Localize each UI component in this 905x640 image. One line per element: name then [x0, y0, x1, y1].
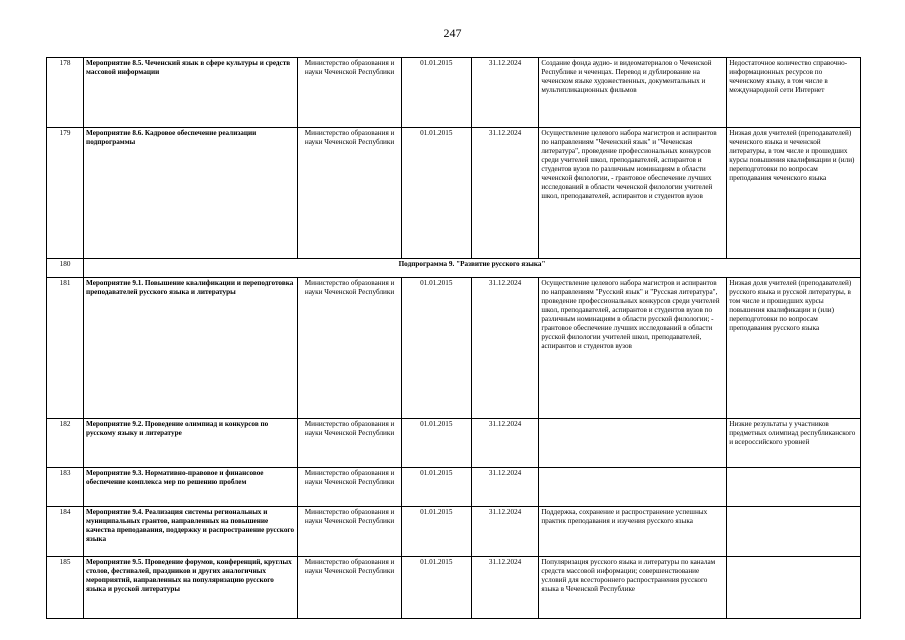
- measure-name: Мероприятие 8.5. Чеченский язык в сфере культуры и средств массовой информации: [84, 58, 298, 128]
- end-date: 31.12.2024: [471, 58, 539, 128]
- table-row-subprogram: [47, 259, 861, 278]
- problem-description: [727, 507, 861, 557]
- row-number: 179: [47, 128, 84, 259]
- problem-description: Низкая доля учителей (преподавателей) русского языка и русской литературы, в том числе и прошедших курсы повышения квалификации и (или) переподготовки по вопросам преподавания русского языка: [727, 278, 861, 419]
- row-number: 178: [47, 58, 84, 128]
- measure-name: Мероприятие 9.5. Проведение форумов, конференций, круглых столов, фестивалей, праздников и других аналогичных мероприятий, направленных на популяризацию русского языка и русской литературы: [84, 557, 298, 619]
- problem-description: Низкая доля учителей (преподавателей) чеченского языка и чеченской литературы, в том числе и прошедших курсы повышения квалификации и (или) переподготовки по вопросам преподавания чеченского языка: [727, 128, 861, 259]
- measure-name: Мероприятие 9.2. Проведение олимпиад и конкурсов по русскому языку и литературе: [84, 419, 298, 468]
- measure-name: Мероприятие 8.6. Кадровое обеспечение реализации подпрограммы: [84, 128, 298, 259]
- row-number: 184: [47, 507, 84, 557]
- row-number: 185: [47, 557, 84, 619]
- measure-name: Мероприятие 9.1. Повышение квалификации и переподготовка преподавателей русского языка и литературы: [84, 278, 298, 419]
- table-row: [47, 557, 861, 619]
- start-date: 01.01.2015: [401, 128, 471, 259]
- end-date: 31.12.2024: [471, 507, 539, 557]
- responsible-org: Министерство образования и науки Чеченской Республики: [298, 557, 401, 619]
- start-date: 01.01.2015: [401, 419, 471, 468]
- expected-result: Осуществление целевого набора магистров и аспирантов по направлениям "Чеченский язык" и "Чеченская литература", проведение профессиональных конкурсов среди учителей школ, преподавателей, аспирантов и студентов вузов по различным номинациям в области чеченской филологии, - грантовое обеспечение лучших исследований в области чеченской филологии учителей школ, преподавателей, аспирантов и студентов вузов: [539, 128, 727, 259]
- problem-description: Низкие результаты у участников предметных олимпиад республиканского и всероссийского уровней: [727, 419, 861, 468]
- table-row: [47, 507, 861, 557]
- start-date: 01.01.2015: [401, 58, 471, 128]
- end-date: 31.12.2024: [471, 278, 539, 419]
- expected-result: Популяризация русского языка и литературы по каналам средств массовой информации; совершенствование условий для всестороннего распространения русского языка в Чеченской Республике: [539, 557, 727, 619]
- responsible-org: Министерство образования и науки Чеченской Республики: [298, 58, 401, 128]
- subprogram-title: Подпрограмма 9. "Развитие русского языка": [84, 259, 861, 278]
- table-row: [47, 419, 861, 468]
- row-number: 183: [47, 468, 84, 507]
- measures-table: [46, 57, 861, 619]
- table-row: [47, 278, 861, 419]
- end-date: 31.12.2024: [471, 128, 539, 259]
- problem-description: [727, 557, 861, 619]
- row-number: 180: [47, 259, 84, 278]
- responsible-org: Министерство образования и науки Чеченской Республики: [298, 419, 401, 468]
- expected-result: Создание фонда аудио- и видеоматериалов о Чеченской Республике и чеченцах. Перевод и дублирование на чеченском языке художественных, документальных и мультипликационных фильмов: [539, 58, 727, 128]
- end-date: 31.12.2024: [471, 419, 539, 468]
- table-row: [47, 58, 861, 128]
- responsible-org: Министерство образования и науки Чеченской Республики: [298, 468, 401, 507]
- measure-name: Мероприятие 9.3. Нормативно-правовое и финансовое обеспечение комплекса мер по решению проблем: [84, 468, 298, 507]
- problem-description: Недостаточное количество справочно-информационных ресурсов по чеченскому языку, в том числе в международной сети Интернет: [727, 58, 861, 128]
- expected-result: Поддержка, сохранение и распространение успешных практик преподавания и изучения русского языка: [539, 507, 727, 557]
- start-date: 01.01.2015: [401, 278, 471, 419]
- end-date: 31.12.2024: [471, 468, 539, 507]
- expected-result: Осуществление целевого набора магистров и аспирантов по направлениям "Русский язык" и "Русская литература", проведение профессиональных конкурсов среди учителей школ, преподавателей, аспирантов и студентов вузов по различным номинациям в области русской филологии; - грантовое обеспечение лучших исследований в области русской филологии учителей школ, преподавателей, аспирантов и студентов вузов: [539, 278, 727, 419]
- page-number: 247: [443, 26, 462, 40]
- table-row: [47, 468, 861, 507]
- responsible-org: Министерство образования и науки Чеченской Республики: [298, 128, 401, 259]
- problem-description: [727, 468, 861, 507]
- expected-result: [539, 419, 727, 468]
- start-date: 01.01.2015: [401, 557, 471, 619]
- expected-result: [539, 468, 727, 507]
- responsible-org: Министерство образования и науки Чеченской Республики: [298, 278, 401, 419]
- row-number: 182: [47, 419, 84, 468]
- end-date: 31.12.2024: [471, 557, 539, 619]
- table-row: [47, 128, 861, 259]
- measure-name: Мероприятие 9.4. Реализация системы региональных и муниципальных грантов, направленных на повышение качества преподавания, поддержку и распространение русского языка: [84, 507, 298, 557]
- table-body: [47, 58, 861, 619]
- start-date: 01.01.2015: [401, 468, 471, 507]
- row-number: 181: [47, 278, 84, 419]
- start-date: 01.01.2015: [401, 507, 471, 557]
- responsible-org: Министерство образования и науки Чеченской Республики: [298, 507, 401, 557]
